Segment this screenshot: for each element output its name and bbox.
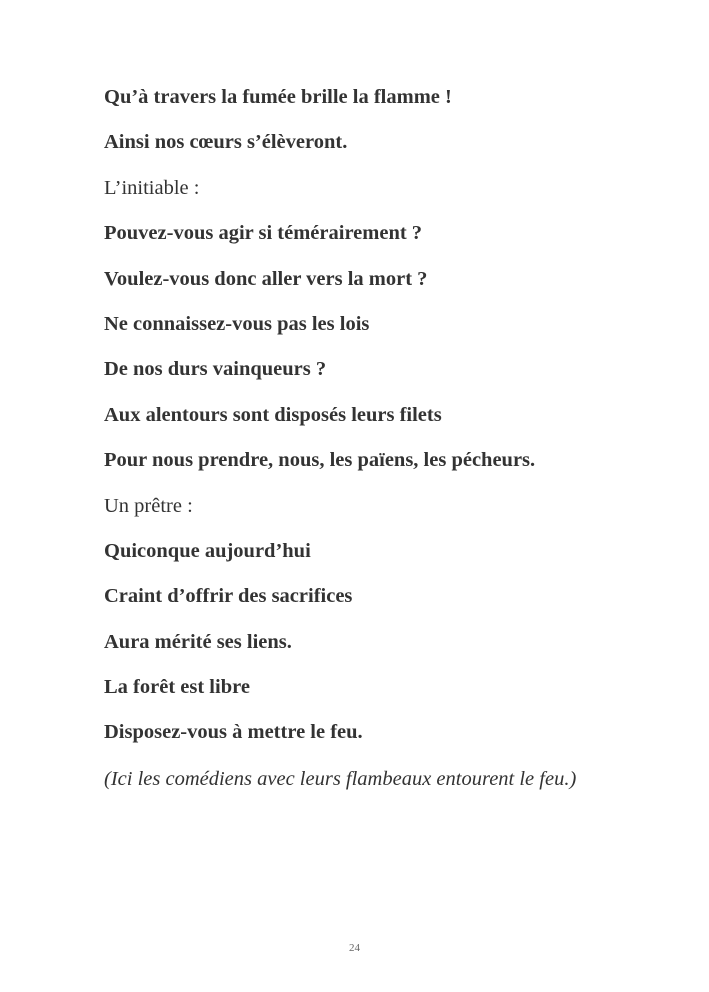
speaker-label: Un prêtre : (104, 494, 193, 517)
verse-line: Aura mérité ses liens. (104, 630, 292, 653)
stage-direction: (Ici les comédiens avec leurs flambeaux entourent le feu.) (104, 767, 577, 790)
verse-line: Pour nous prendre, nous, les païens, les pécheurs. (104, 449, 536, 472)
verse-line: Qu’à travers la fumée brille la flamme ! (104, 86, 452, 108)
verse-line: Disposez-vous à mettre le feu. (104, 721, 363, 744)
verse-line: Aux alentours sont disposés leurs filets (104, 403, 442, 426)
verse-line: Pouvez-vous agir si témérairement ? (104, 222, 423, 245)
play-text (104, 84, 606, 793)
verse-line: Voulez-vous donc aller vers la mort ? (104, 267, 428, 290)
page-number: 24 (349, 942, 360, 954)
verse-line: Ne connaissez-vous pas les lois (104, 312, 370, 335)
verse-line: La forêt est libre (104, 676, 250, 699)
verse-line: Craint d’offrir des sacrifices (104, 585, 353, 608)
speaker-label: L’initiable : (104, 176, 200, 199)
verse-line: De nos durs vainqueurs ? (104, 358, 327, 381)
verse-line: Quiconque aujourd’hui (104, 539, 311, 562)
verse-line: Ainsi nos cœurs s’élèveront. (104, 131, 348, 154)
